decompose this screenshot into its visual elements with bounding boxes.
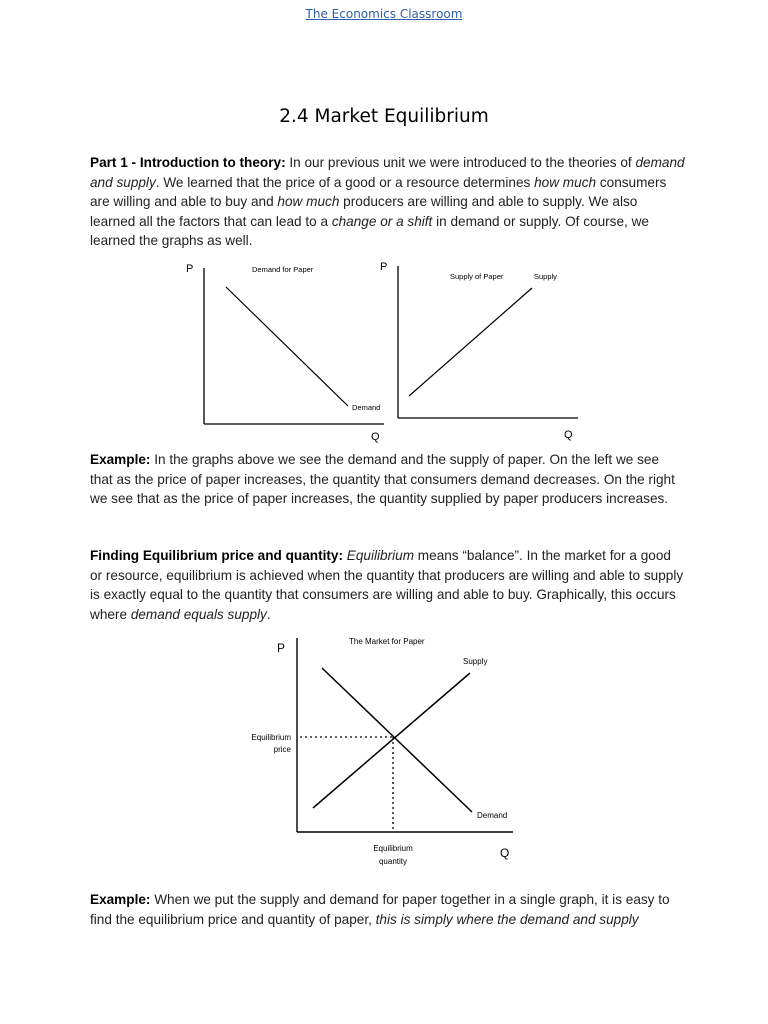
part1-text: producers are willing and able to supply. We also learned all the factors that can lead to a xyxy=(90,194,638,229)
demand-graph xyxy=(186,263,384,443)
demand-curve-label: Demand xyxy=(352,403,381,412)
part1-emphasis: demand and supply xyxy=(90,155,685,190)
market-demand-curve xyxy=(322,668,472,812)
supply-curve xyxy=(409,288,532,396)
equilibrium-emphasis: demand equals supply xyxy=(130,606,267,622)
part1-text: In our previous unit we were introduced to the theories of xyxy=(285,155,636,170)
example2-heading: Example: xyxy=(90,892,151,907)
example1-heading: Example: xyxy=(90,452,151,467)
equilibrium-price-label: price xyxy=(273,745,291,754)
part1-heading: Part 1 - Introduction to theory: xyxy=(90,155,286,170)
market-graph-x-label: Q xyxy=(500,846,510,860)
equilibrium-heading: Finding Equilibrium price and quantity: xyxy=(90,548,343,563)
part1-emphasis: change or a shift xyxy=(331,213,433,229)
example2-text: When we put the supply and demand for paper together in a single graph, it is easy to find the equilibrium price and quantity of paper, xyxy=(90,892,670,927)
demand-curve xyxy=(226,287,348,406)
market-demand-label: Demand xyxy=(477,811,508,820)
example1-paragraph xyxy=(90,450,685,509)
supply-graph-y-label: P xyxy=(380,261,388,273)
supply-graph-x-label: Q xyxy=(564,429,573,441)
equilibrium-text: means “balance”. In the market for a good or resource, equilibrium is achieved when the quantity that producers are willing and able to supply is exactly equal to the quantity that consumers are willing and able to buy. Graphically, this occurs where xyxy=(90,548,684,622)
market-supply-label: Supply xyxy=(463,657,488,666)
equilibrium-quantity-label: quantity xyxy=(378,857,408,866)
supply-curve-label: Supply xyxy=(534,272,557,281)
market-graph-title: The Market for Paper xyxy=(349,637,425,646)
part1-text: consumers are willing and able to buy and xyxy=(90,174,667,210)
equilibrium-text: . xyxy=(266,606,271,622)
equilibrium-emphasis: Equilibrium xyxy=(346,548,415,563)
demand-graph-x-label: Q xyxy=(371,431,380,443)
market-graph xyxy=(251,637,513,866)
part1-text: in demand or supply. Of course, we learned the graphs as well. xyxy=(90,213,649,249)
example1-text: In the graphs above we see the demand and the supply of paper. On the left we see that as the price of paper increases, the quantity that consumers demand decreases. On the right we see that as the price of paper increases, the quantity supplied by paper producers increases. xyxy=(90,452,675,507)
demand-graph-title: Demand for Paper xyxy=(252,265,314,274)
supply-graph-title: Supply of Paper xyxy=(450,272,504,281)
part1-emphasis: how much xyxy=(534,174,597,190)
site-header-link[interactable]: The Economics Classroom xyxy=(305,7,463,21)
demand-graph-y-label: P xyxy=(186,263,194,275)
equilibrium-paragraph xyxy=(90,546,685,624)
page-title: 2.4 Market Equilibrium xyxy=(279,106,489,127)
example2-paragraph xyxy=(90,890,685,929)
equilibrium-quantity-label: Equilibrium xyxy=(373,844,413,853)
part1-text: . We learned that the price of a good or a resource determines xyxy=(155,174,535,190)
supply-graph xyxy=(380,261,578,441)
part1-emphasis: how much xyxy=(277,194,340,210)
equilibrium-price-label: Equilibrium xyxy=(251,733,291,742)
example2-emphasis: this is simply where the demand and supply xyxy=(375,911,639,927)
market-graph-y-label: P xyxy=(277,641,286,655)
